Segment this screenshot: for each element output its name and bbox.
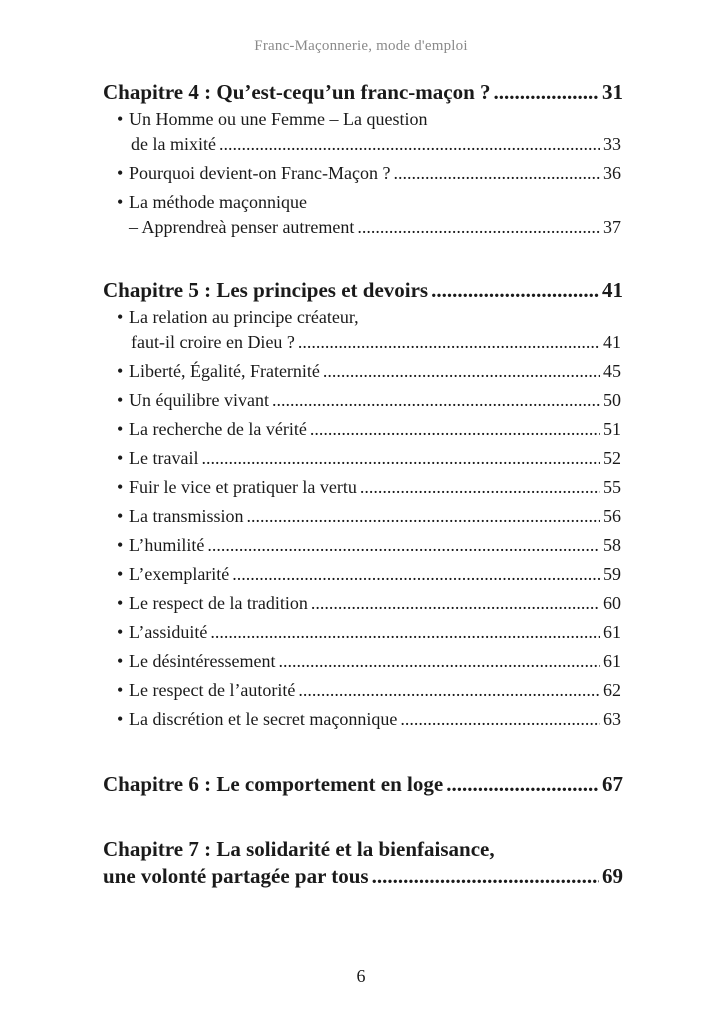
bullet-icon: • [117,680,124,700]
dot-leader [272,390,600,411]
chapter-7-heading [103,864,623,891]
chapter-5-heading [103,278,623,305]
bullet-icon: • [117,109,124,129]
bullet-icon: • [117,622,124,642]
item-label: Le désintéressement [129,651,276,671]
chapter-title: Chapitre 5 : Les principes et devoirs [103,278,429,302]
dot-leader [247,506,601,527]
dot-leader [207,535,600,556]
list-item [117,192,621,246]
bullet-icon: • [117,390,124,410]
chapter-4-heading [103,80,623,107]
bullet-icon: • [117,506,124,526]
item-page: 37 [603,217,621,237]
running-head: Franc-Maçonnerie, mode d'emploi [254,38,468,54]
item-label: La transmission [129,506,244,526]
item-page: 61 [603,651,621,671]
chapter-4-items [117,109,621,246]
bullet-icon: • [117,535,124,555]
item-label-line2: – Apprendreà penser autrement [129,217,355,237]
chapter-7 [103,837,623,891]
chapter-4 [103,80,623,107]
dot-leader [372,864,599,889]
item-page: 55 [603,477,621,497]
dot-leader [219,134,600,155]
dot-leader [278,651,600,672]
item-label-line1: La méthode maçonnique [129,192,307,212]
list-item [117,564,621,593]
item-label: Liberté, Égalité, Fraternité [129,361,320,381]
item-label-line1: La relation au principe créateur, [129,307,359,327]
item-label-line2: faut-il croire en Dieu ? [131,332,295,352]
item-page: 52 [603,448,621,468]
bullet-icon: • [117,361,124,381]
item-page: 63 [603,709,621,729]
item-label: La discrétion et le secret maçonnique [129,709,398,729]
item-page: 45 [603,361,621,381]
list-item [117,477,621,506]
item-page: 50 [603,390,621,410]
dot-leader [232,564,600,585]
bullet-icon: • [117,192,124,212]
chapter-title: Chapitre 6 : Le comportement en loge [103,772,444,796]
chapter-page: 31 [602,80,623,104]
item-page: 33 [603,134,621,154]
item-label: L’exemplarité [129,564,230,584]
list-item [117,506,621,535]
dot-leader [311,593,600,614]
list-item [117,390,621,419]
item-page: 62 [603,680,621,700]
item-label: L’humilité [129,535,205,555]
item-label-line2: de la mixité [131,134,216,154]
bullet-icon: • [117,564,124,584]
list-item [117,307,621,361]
item-page: 61 [603,622,621,642]
dot-leader [357,217,600,238]
chapter-page: 69 [602,864,623,888]
dot-leader [210,622,600,643]
bullet-icon: • [117,593,124,613]
dot-leader [323,361,600,382]
bullet-icon: • [117,477,124,497]
dot-leader [400,709,600,730]
list-item [117,680,621,709]
chapter-page: 41 [602,278,623,302]
list-item [117,163,621,192]
chapter-5-items [117,307,621,738]
item-label: Le respect de la tradition [129,593,308,613]
chapter-page: 67 [602,772,623,796]
item-label: L’assiduité [129,622,208,642]
list-item [117,109,621,163]
list-item [117,593,621,622]
item-label: Un équilibre vivant [129,390,269,410]
chapter-title-line2: une volonté partagée par tous [103,864,369,888]
chapter-6 [103,772,623,799]
list-item [117,448,621,477]
item-label: Le respect de l’autorité [129,680,296,700]
list-item [117,622,621,651]
page-number: 6 [356,966,366,986]
list-item [117,535,621,564]
chapter-5 [103,278,623,305]
item-page: 59 [603,564,621,584]
dot-leader [360,477,600,498]
dot-leader [310,419,600,440]
bullet-icon: • [117,419,124,439]
chapter-6-heading [103,772,623,799]
list-item [117,361,621,390]
dot-leader [446,772,599,797]
dot-leader [431,278,599,303]
bullet-icon: • [117,709,124,729]
bullet-icon: • [117,651,124,671]
item-label: Pourquoi devient-on Franc-Maçon ? [129,163,391,183]
table-of-contents [103,80,623,891]
dot-leader [201,448,600,469]
bullet-icon: • [117,448,124,468]
item-label-line1: Un Homme ou une Femme – La question [129,109,428,129]
item-page: 36 [603,163,621,183]
item-label: Le travail [129,448,199,468]
dot-leader [393,163,600,184]
chapter-title: Chapitre 4 : Qu’est-cequ’un franc-maçon ? [103,80,491,104]
bullet-icon: • [117,163,124,183]
item-page: 56 [603,506,621,526]
dot-leader [494,80,600,105]
dot-leader [298,332,600,353]
dot-leader [298,680,600,701]
list-item [117,419,621,448]
item-page: 58 [603,535,621,555]
list-item [117,651,621,680]
item-page: 51 [603,419,621,439]
item-label: Fuir le vice et pratiquer la vertu [129,477,357,497]
item-label: La recherche de la vérité [129,419,307,439]
item-page: 41 [603,332,621,352]
item-page: 60 [603,593,621,613]
chapter-title-line1: Chapitre 7 : La solidarité et la bienfaisance, [103,837,495,861]
list-item [117,709,621,738]
bullet-icon: • [117,307,124,327]
